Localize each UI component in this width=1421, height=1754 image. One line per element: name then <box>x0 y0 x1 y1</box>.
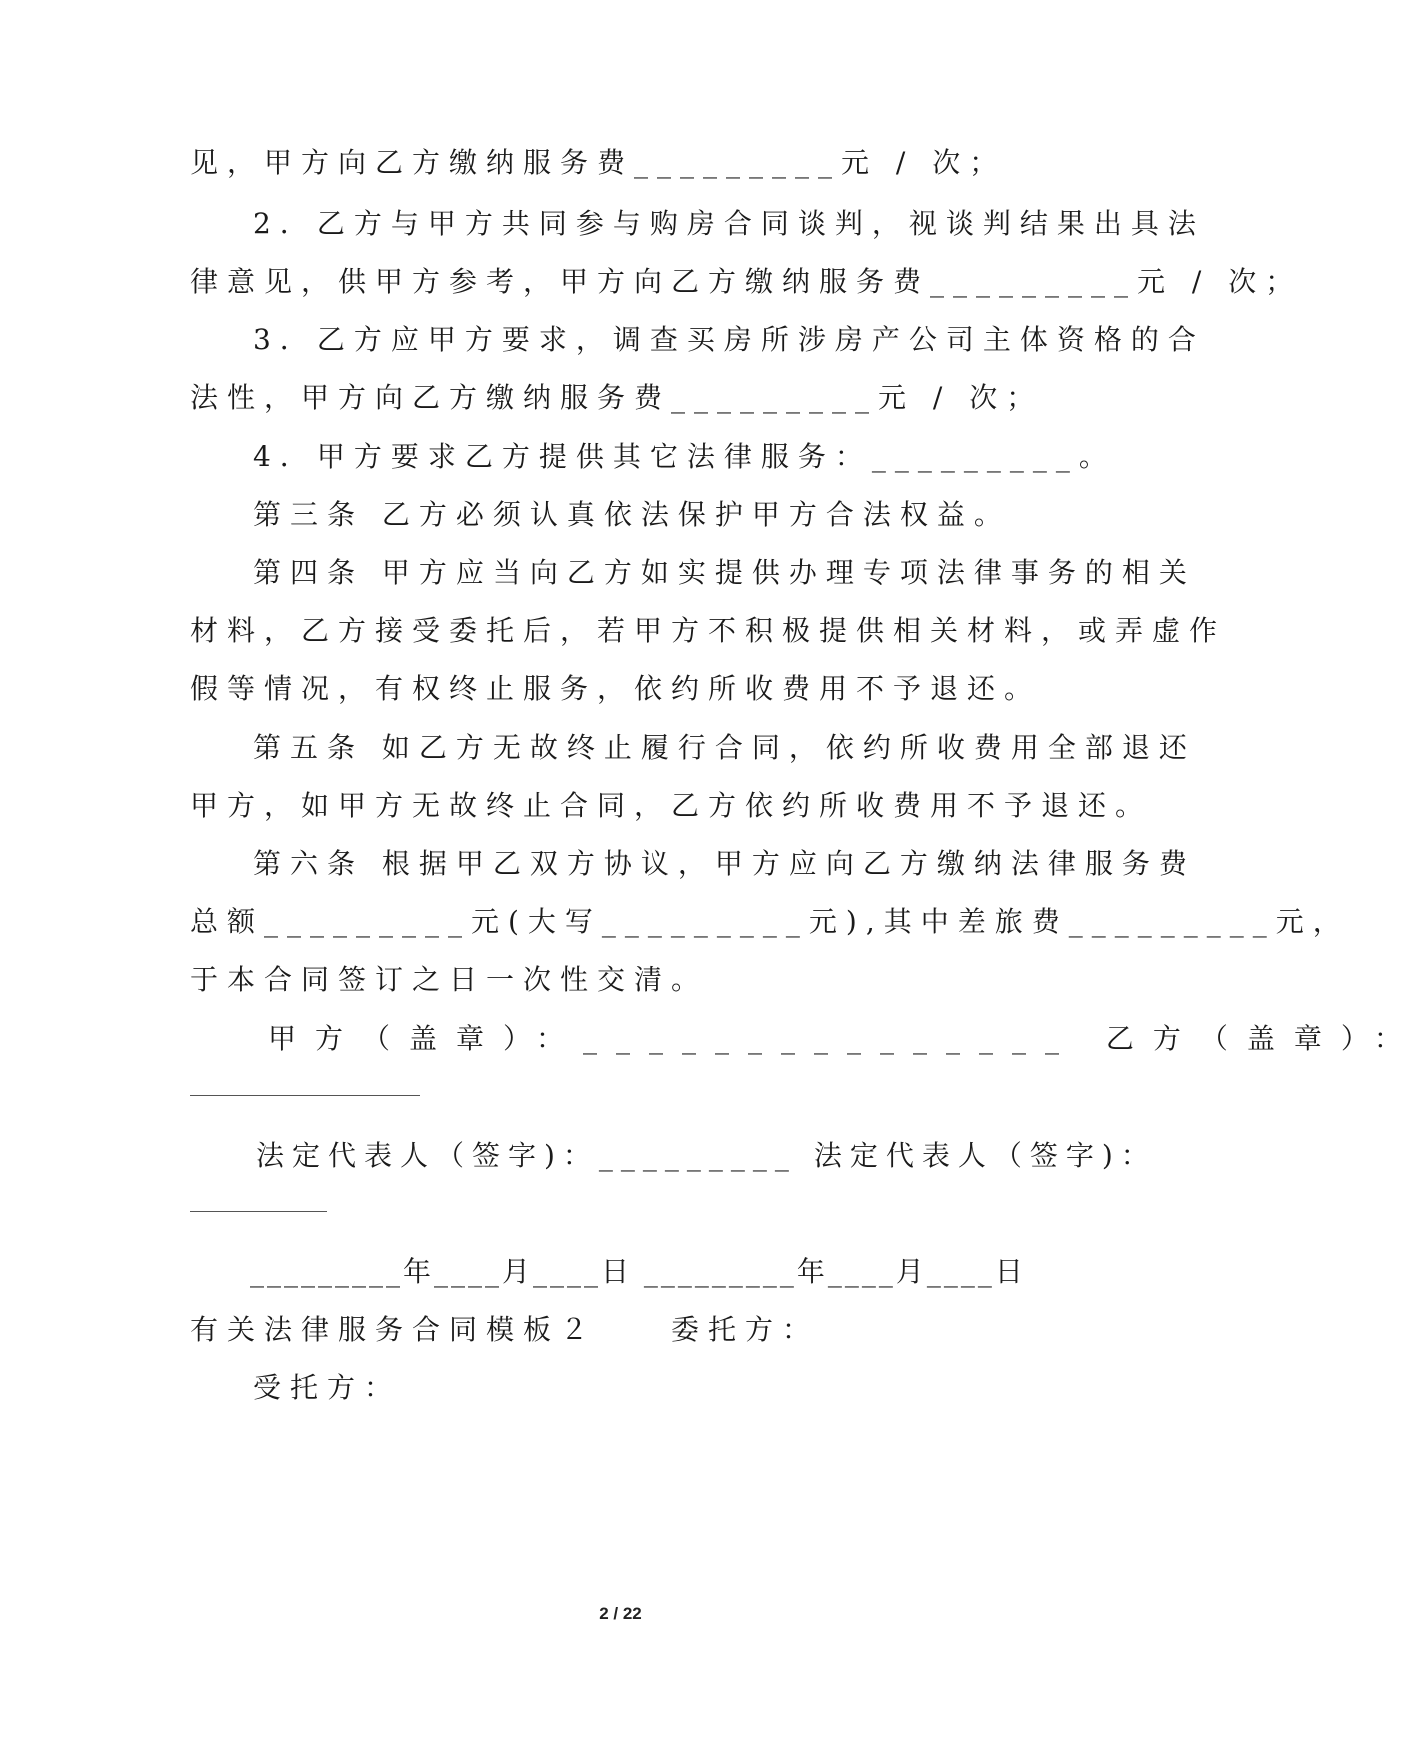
paragraph-line: 第六条 根据甲乙双方协议，甲方应向乙方缴纳法律服务费 <box>253 847 1196 880</box>
page-number: 2 / 22 <box>599 1604 642 1623</box>
paragraph-line: 2．乙方与甲方共同参与购房合同谈判，视谈判结果出具法 <box>253 207 1205 240</box>
paragraph-line: 第五条 如乙方无故终止履行合同，依约所收费用全部退还 <box>253 731 1196 764</box>
signature-date-line: _________年____月____日 _________年____月____日 <box>250 1255 1026 1288</box>
signature-blank-rule <box>190 1211 327 1212</box>
paragraph-line: 于本合同签订之日一次性交清。 <box>190 963 709 996</box>
signature-rep-line: 法定代表人（签字)：_________ 法定代表人（签字)： <box>256 1139 1157 1172</box>
paragraph-line: 甲方，如甲方无故终止合同，乙方依约所收费用不予退还。 <box>190 789 1153 822</box>
paragraph-line: 第四条 甲方应当向乙方如实提供办理专项法律事务的相关 <box>253 556 1196 589</box>
paragraph-line: 律意见，供甲方参考，甲方向乙方缴纳服务费_________元 / 次； <box>190 265 1303 298</box>
paragraph-line: 第三条 乙方必须认真依法保护甲方合法权益。 <box>253 498 1011 531</box>
signature-party-line: 甲方（盖章）：_______________ 乙方（盖章）： <box>268 1022 1421 1055</box>
paragraph-line: 材料，乙方接受委托后，若甲方不积极提供相关材料，或弄虚作 <box>190 614 1227 647</box>
paragraph-line: 总额_________元(大写_________元),其中差旅费_________元， <box>190 905 1350 938</box>
paragraph-line: 见，甲方向乙方缴纳服务费_________元 / 次； <box>190 146 1007 179</box>
paragraph-line: 3．乙方应甲方要求，调查买房所涉房产公司主体资格的合 <box>253 323 1205 356</box>
template-2-heading: 有关法律服务合同模板２ 委托方： <box>190 1313 820 1346</box>
paragraph-line: 假等情况，有权终止服务，依约所收费用不予退还。 <box>190 672 1042 705</box>
paragraph-line: 4．甲方要求乙方提供其它法律服务：_________。 <box>253 440 1116 473</box>
signature-blank-rule <box>190 1095 420 1096</box>
entrusted-party-line: 受托方： <box>253 1371 402 1404</box>
paragraph-line: 法性，甲方向乙方缴纳服务费_________元 / 次； <box>190 381 1044 414</box>
